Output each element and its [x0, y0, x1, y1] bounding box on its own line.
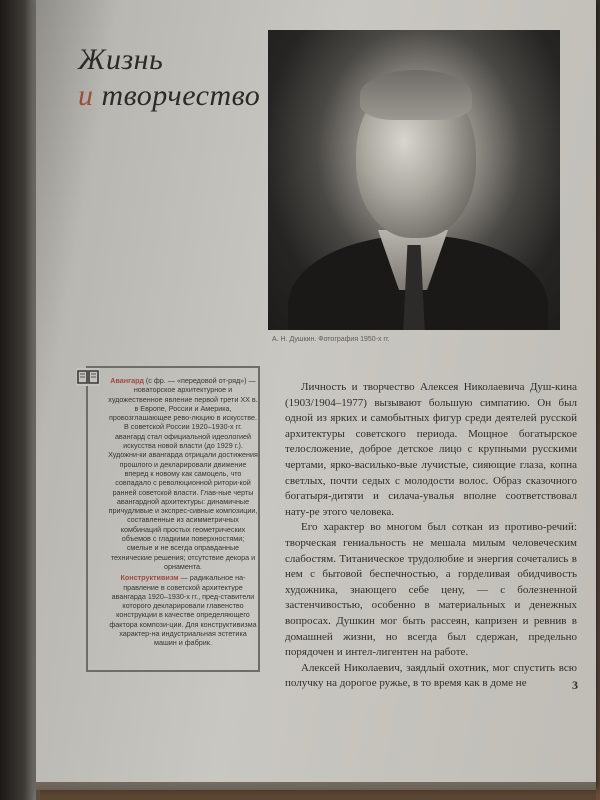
glossary-text: [108, 376, 258, 650]
glossary-term: Авангард: [110, 376, 144, 385]
glossary-entry-constructivism: [108, 573, 258, 647]
glossary-definition: — радикальное на-правление в советской архитектуре авангарда 1920–1930-х гг., пред-ставители которого декларировали главенство конструкции в качестве определяющего фактора компози-ции. Для конструктивизма характер-на индустриальная эстетика машин и фабрик.: [109, 573, 257, 648]
portrait-hair: [360, 70, 472, 120]
paragraph: Алексей Николаевич, заядлый охотник, мог спустить всю получку на дорогое ружье, в то время как в доме не: [285, 661, 577, 690]
title-accent-word: и: [78, 79, 94, 112]
book-icon: [76, 368, 100, 386]
glossary-entry-avant-garde: [108, 376, 258, 571]
title-line-1: Жизнь: [78, 43, 164, 76]
paragraph: Его характер во многом был соткан из противо-речий: творческая гениальность не мешала милым человеческим слабостям. Титаническое трудолюбие и энергия сочетались в нем с бытовой беспечностью, а горделивая обидчивость художника, знающего себе цену, — с болезненной застенчивостью, особенно в материальных и денежных вопросах. Душкин мог быть рассеян, капризен и ревнив в домашней жизни, но всегда был сдержан, предельно порядочен и интел-лигентен на работе.: [285, 521, 577, 659]
glossary-term: Конструктивизм: [120, 573, 179, 583]
glossary-definition: (с фр. — «передовой от-ряд») — новаторское архитектурное и художественное явление первой трети ХХ в. в Европе, России и Америка, провозглашающее рево-люцию в искусстве. В советской России 1920–1930-х гг. авангард стал официальной идеологией искусства новой власти (до 1929 г.). Художни-ки авангарда отрицали достижения прошлого и декларировали движение вперед к новому как самоцель, что совпадало с революционной ритори-кой ранней советской власти. Глав-ные черты авангардной архитектуры: динамичные причудливые и экспрес-сивные композиции, составленные из асимметричных комбинаций простых геометрических объемов с гладкими поверхностями; смелые и не всегда оправданные технические решения; отсутствие декора и орнамента.: [108, 376, 258, 571]
page-title: [78, 42, 268, 114]
title-rest-word: творчество: [101, 79, 261, 112]
main-text: [285, 380, 577, 692]
portrait-photo: [268, 30, 560, 330]
page-number: 3: [572, 678, 578, 692]
paragraph: Личность и творчество Алексея Николаевича Душ-кина (1903/1904–1977) вызывают большую симпатию. Он был одной из ярких и самобытных фигур среди деятелей русской архитектуры советского периода. Мощное богатырское телосложение, доброе детское лицо с крупными русскими чертами, ярко-василько-вые лучистые, сияющие глаза, копна светлых, почти седых с молодости волос. Образ сказочного богатыря-дитяти и силача-увалья вполне соответствовал нату-ре этого человека.: [285, 381, 577, 518]
book-spine: [0, 0, 40, 800]
page-bottom-edge: [36, 782, 596, 800]
title-line-2: [78, 78, 268, 114]
photo-caption: А. Н. Душкин. Фотография 1950-х гг.: [272, 336, 390, 343]
